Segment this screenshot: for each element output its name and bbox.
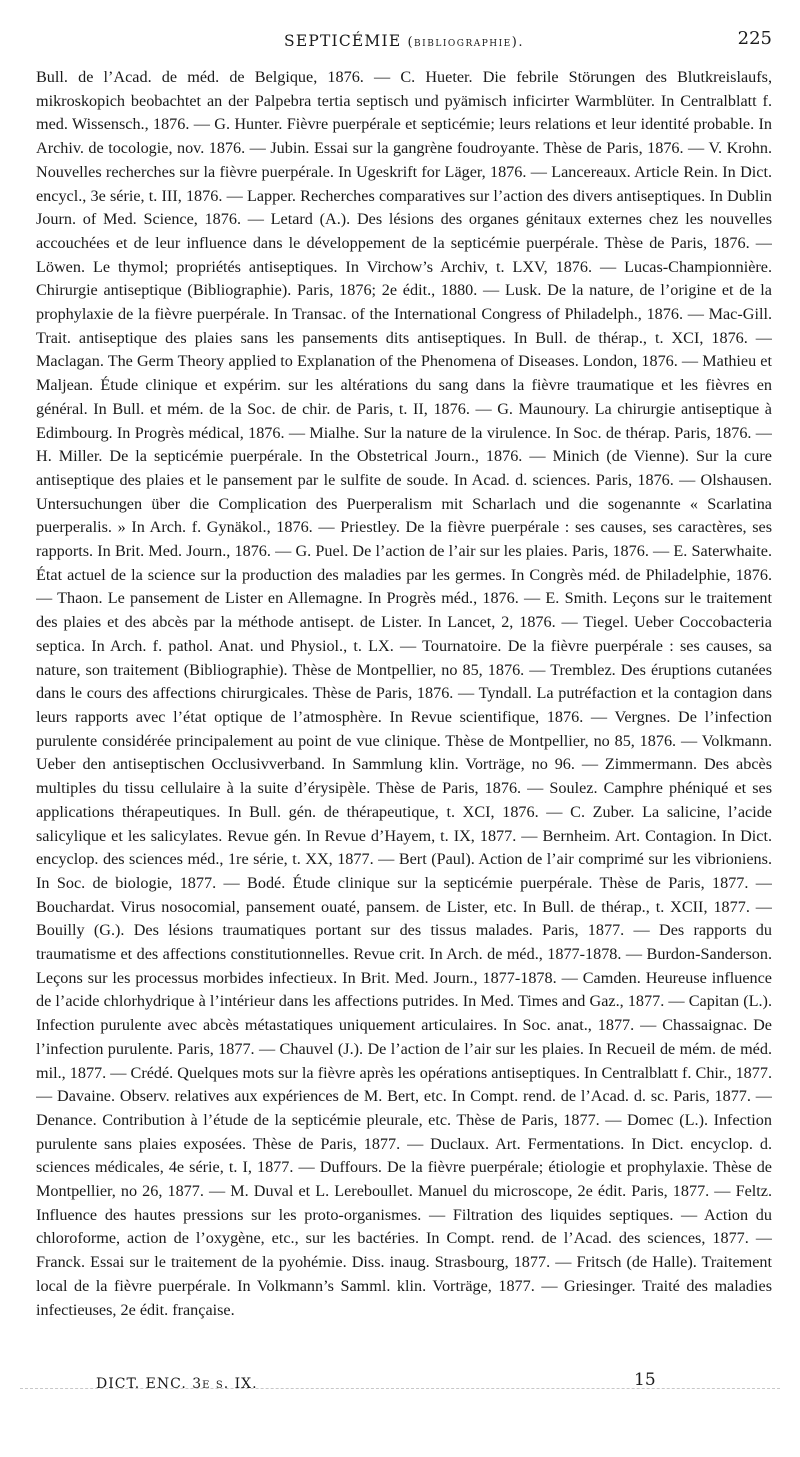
bleed-through-line: [20, 1388, 780, 1390]
running-title-main: SEPTICÉMIE: [284, 32, 402, 50]
page-number: 225: [737, 28, 772, 49]
running-header: [36, 22, 772, 56]
page-footer: [36, 1370, 772, 1400]
sheet-number: 15: [634, 1370, 656, 1390]
running-title: [36, 32, 772, 50]
page: [36, 22, 772, 1442]
bibliography-text: [36, 66, 772, 1356]
printer-signature: DICT. ENC. 3e s. IX.: [96, 1376, 258, 1392]
bibliography-paragraph: Bull. de l’Acad. de méd. de Belgique, 1876. — C. Hueter. Die febrile Störungen des Blutkreislaufs, mikroskopich beobachtet an der Palpebra tertia septisch und pyämisch inficirter Warmblüter. In Centralblatt f. med. Wissensch., 1876. — G. Hunter. Fièvre puerpérale et septicémie; leurs relations et leur identité probable. In Archiv. de tocologie, nov. 1876. — Jubin. Essai sur la gangrène foudroyante. Thèse de Paris, 1876. — V. Krohn. Nouvelles recherches sur la fièvre puerpérale. In Ugeskrift for Läger, 1876. — Lancereaux. Article Rein. In Dict. encycl., 3e série, t. III, 1876. — Lapper. Recherches comparatives sur l’action des divers antiseptiques. In Dublin Journ. of Med. Science, 1876. — Letard (A.). Des lésions des organes génitaux externes chez les nouvelles accouchées et de leur influence dans le développement de la septicémie puerpérale. Thèse de Paris, 1876. — Löwen. Le thymol; propriétés antiseptiques. In Virchow’s Archiv, t. LXV, 1876. — Lucas-Championnière. Chirurgie antiseptique (Bibliographie). Paris, 1876; 2e édit., 1880. — Lusk. De la nature, de l’origine et de la prophylaxie de la fièvre puerpérale. In Transac. of the International Congress of Philadelph., 1876. — Mac-Gill. Trait. antiseptique des plaies sans les pansements dits antiseptiques. In Bull. de thérap., t. XCI, 1876. — Maclagan. The Germ Theory applied to Explanation of the Phenomena of Diseases. London, 1876. — Mathieu et Maljean. Étude clinique et expérim. sur les altérations du sang dans la fièvre traumatique et les fièvres en général. In Bull. et mém. de la Soc. de chir. de Paris, t. II, 1876. — G. Maunoury. La chirurgie antiseptique à Edimbourg. In Progrès médical, 1876. — Mialhe. Sur la nature de la virulence. In Soc. de thérap. Paris, 1876. — H. Miller. De la septicémie puerpérale. In the Obstetrical Journ., 1876. — Minich (de Vienne). Sur la cure antiseptique des plaies et le pansement par le sulfite de soude. In Acad. d. sciences. Paris, 1876. — Olshausen. Untersuchungen über die Complication des Puerperalism mit Scharlach und die sogenannte « Scarlatina puerperalis. » In Arch. f. Gynäkol., 1876. — Priestley. De la fièvre puerpérale : ses causes, ses caractères, ses rapports. In Brit. Med. Journ., 1876. — G. Puel. De l’action de l’air sur les plaies. Paris, 1876. — E. Saterwhaite. État actuel de la science sur la production des maladies par les germes. In Congrès méd. de Philadelphie, 1876. — Thaon. Le pansement de Lister en Allemagne. In Progrès méd., 1876. — E. Smith. Leçons sur le traitement des plaies et des abcès par la méthode antisept. de Lister. In Lancet, 2, 1876. — Tiegel. Ueber Coccobacteria septica. In Arch. f. pathol. Anat. und Physiol., t. LX. — Tournatoire. De la fièvre puerpérale : ses causes, sa nature, son traitement (Bibliographie). Thèse de Montpellier, no 85, 1876. — Tremblez. Des éruptions cutanées dans le cours des affections chirurgicales. Thèse de Paris, 1876. — Tyndall. La putréfaction et la contagion dans leurs rapports avec l’état optique de l’atmosphère. In Revue scientifique, 1876. — Vergnes. De l’infection purulente considérée principalement au point de vue clinique. Thèse de Montpellier, no 85, 1876. — Volkmann. Ueber den antiseptischen Occlusivverband. In Sammlung klin. Vorträge, no 96. — Zimmermann. Des abcès multiples du tissu cellulaire à la suite d’érysipèle. Thèse de Paris, 1876. — Soulez. Camphre phéniqué et ses applications thérapeutiques. In Bull. gén. de thérapeutique, t. XCI, 1876. — C. Zuber. La salicine, l’acide salicylique et les salicylates. Revue gén. In Revue d’Hayem, t. IX, 1877. — Bernheim. Art. Contagion. In Dict. encyclop. des sciences méd., 1re série, t. XX, 1877. — Bert (Paul). Action de l’air comprimé sur les vibrioniens. In Soc. de biologie, 1877. — Bodé. Étude clinique sur la septicémie puerpérale. Thèse de Paris, 1877. — Bouchardat. Virus nosocomial, pansement ouaté, pansem. de Lister, etc. In Bull. de thérap., t. XCII, 1877. — Bouilly (G.). Des lésions traumatiques portant sur des tissus malades. Paris, 1877. — Des rapports du traumatisme et des affections constitutionnelles. Revue crit. In Arch. de méd., 1877-1878. — Burdon-Sanderson. Leçons sur les processus morbides infectieux. In Brit. Med. Journ., 1877-1878. — Camden. Heureuse influence de l’acide chlorhydrique à l’intérieur dans les affections putrides. In Med. Times and Gaz., 1877. — Capitan (L.). Infection purulente avec abcès métastatiques uniquement articulaires. In Soc. anat., 1877. — Chassaignac. De l’infection purulente. Paris, 1877. — Chauvel (J.). De l’action de l’air sur les plaies. In Recueil de mém. de méd. mil., 1877. — Crédé. Quelques mots sur la fièvre après les opérations antiseptiques. In Centralblatt f. Chir., 1877. — Davaine. Observ. relatives aux expériences de M. Bert, etc. In Compt. rend. de l’Acad. d. sc. Paris, 1877. — Denance. Contribution à l’étude de la septicémie pleurale, etc. Thèse de Paris, 1877. — Domec (L.). Infection purulente sans plaies exposées. Thèse de Paris, 1877. — Duclaux. Art. Fermentations. In Dict. encyclop. d. sciences médicales, 4e série, t. I, 1877. — Duffours. De la fièvre puerpérale; étiologie et prophylaxie. Thèse de Montpellier, no 26, 1877. — M. Duval et L. Lereboullet. Manuel du microscope, 2e édit. Paris, 1877. — Feltz. Influence des hautes pressions sur les proto-organismes. — Filtration des liquides septiques. — Action du chloroforme, action de l’oxygène, etc., sur les bactéries. In Compt. rend. de l’Acad. des sciences, 1877. — Franck. Essai sur le traitement de la pyohémie. Diss. inaug. Strasbourg, 1877. — Fritsch (de Halle). Traitement local de la fièvre puerpérale. In Volkmann’s Samml. klin. Vorträge, 1877. — Griesinger. Traité des maladies infectieuses, 2e édit. française.: [36, 68, 772, 1319]
running-title-sub: (bibliographie).: [407, 35, 524, 50]
